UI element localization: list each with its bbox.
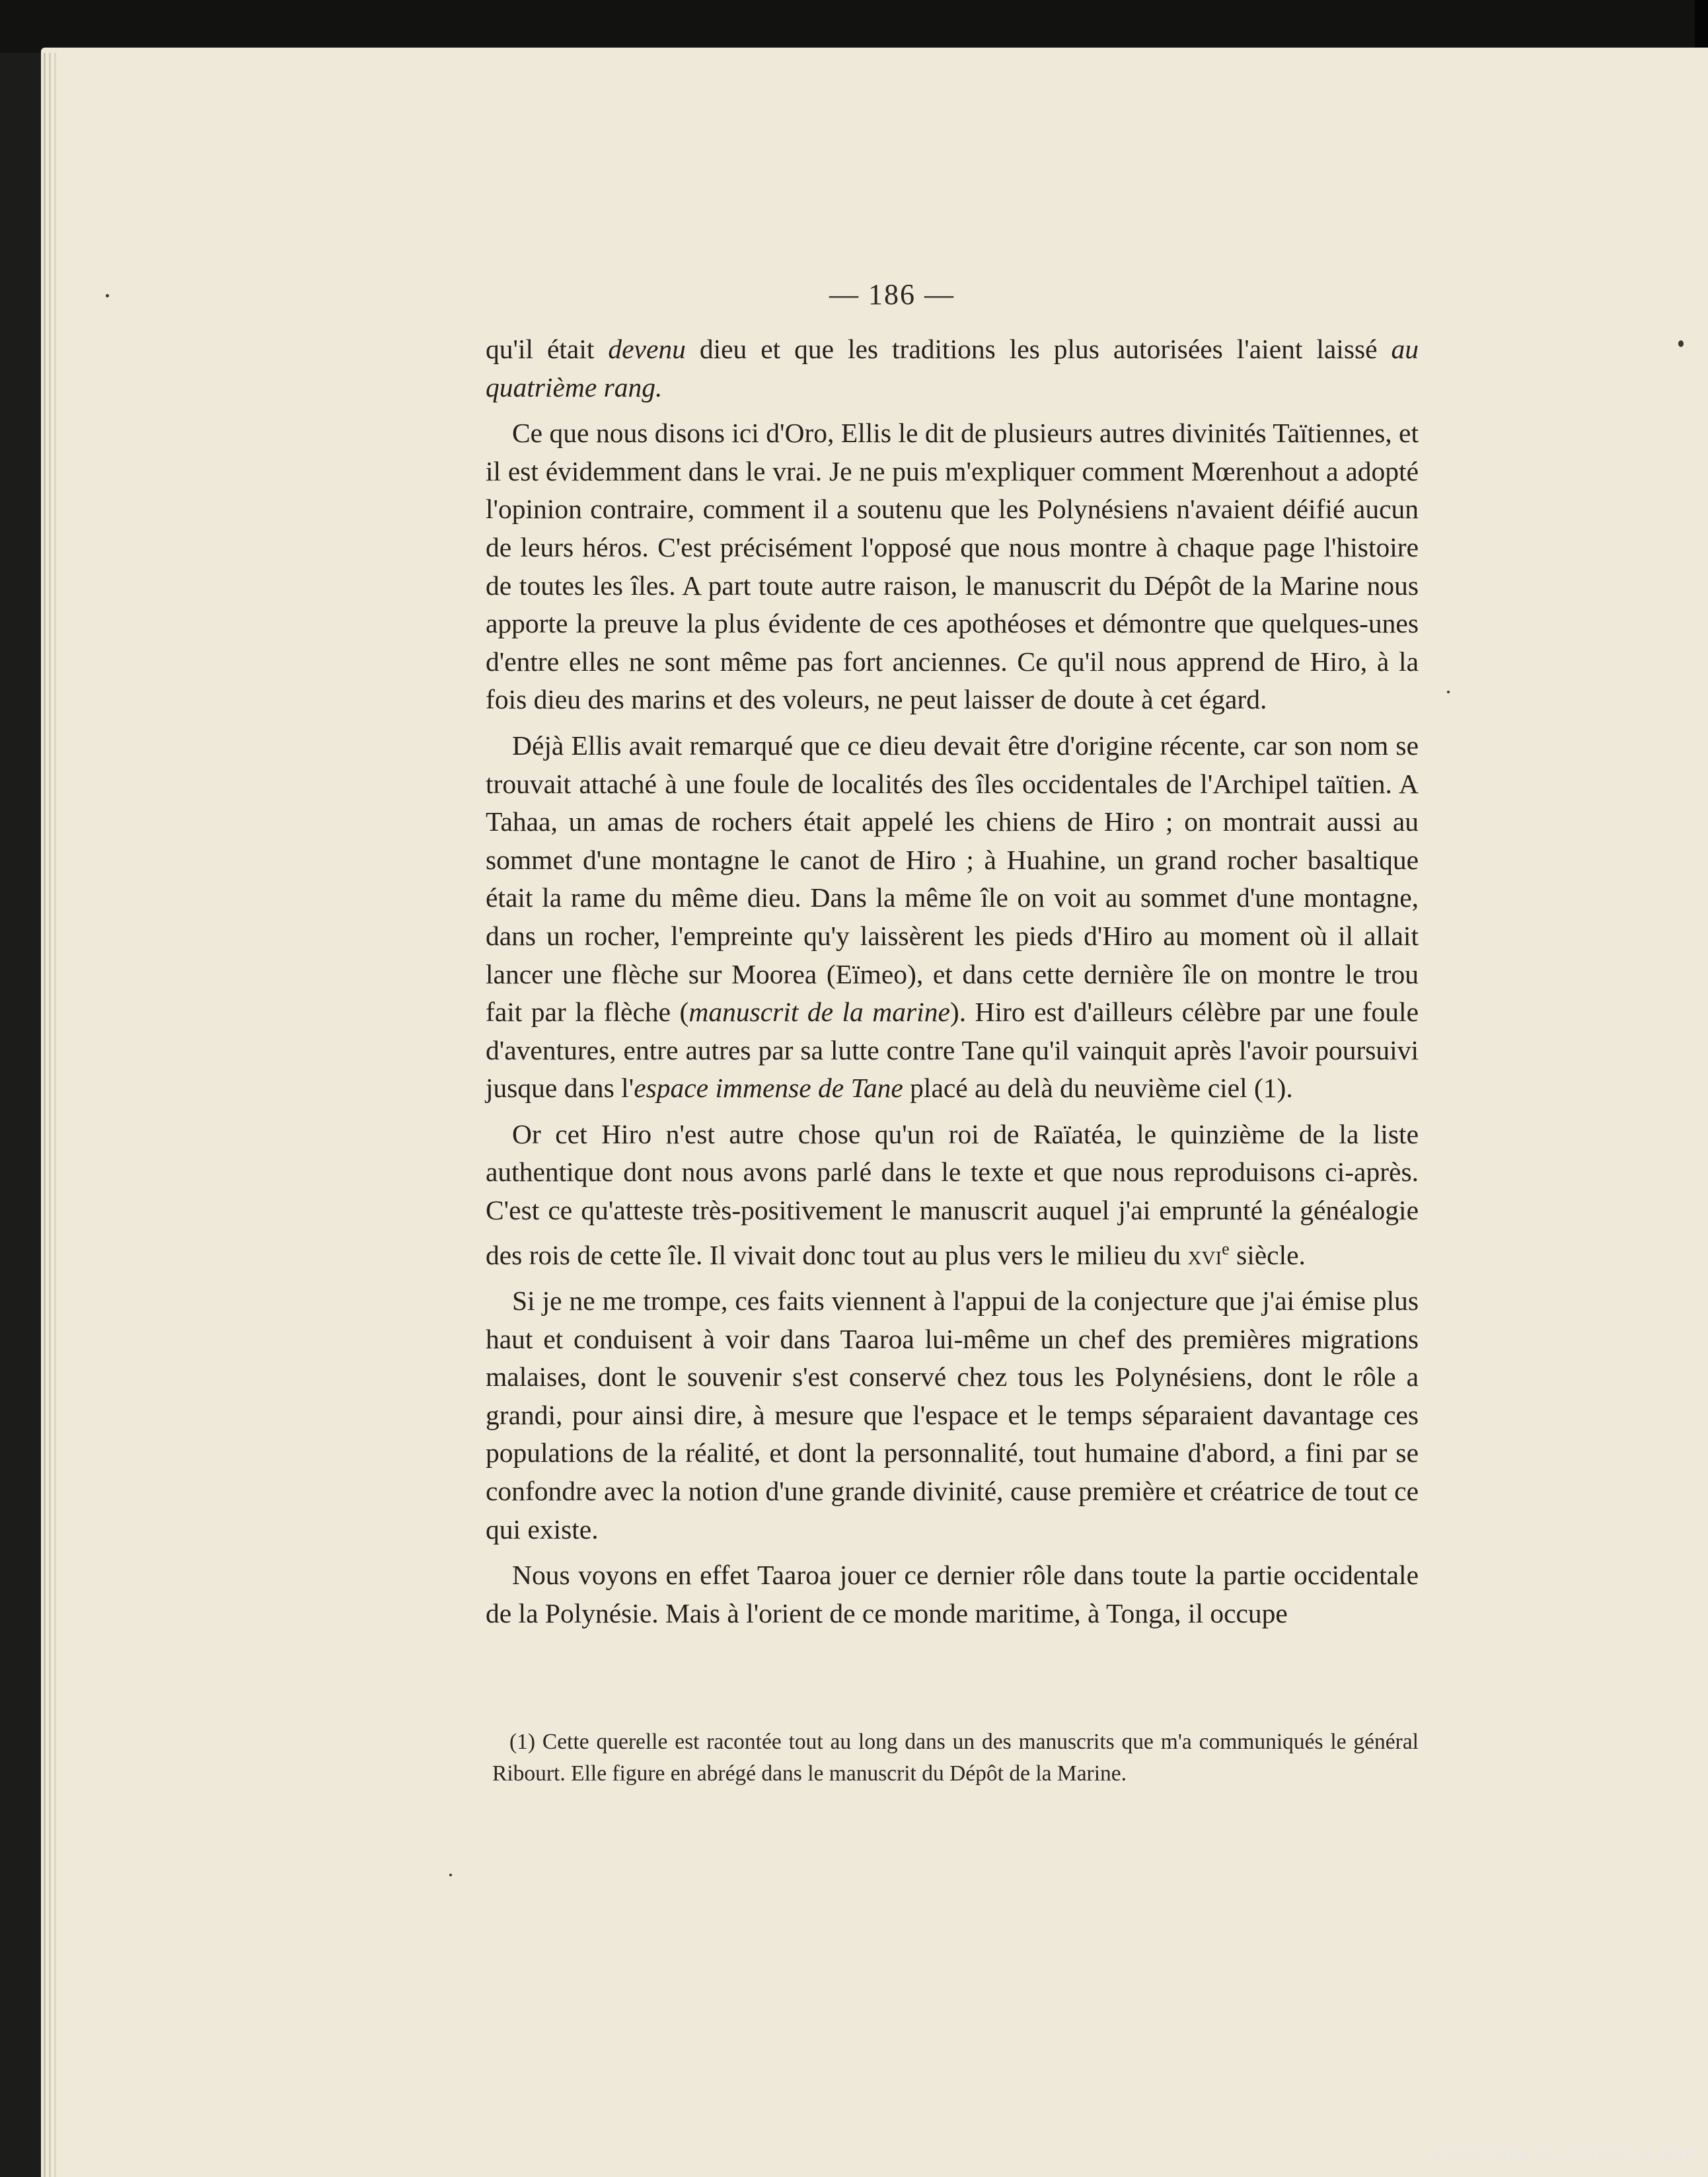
text-run: dieu et que les traditions les plus autorisées l'aient laissé — [685, 334, 1392, 364]
body-text — [486, 330, 1419, 1640]
footnote-text: (1) Cette querelle est racontée tout au long dans un des manuscrits que m'a communiqués le général Ribourt. Elle figure en abrégé dans le manuscrit du Dépôt de la Marine. — [492, 1730, 1419, 1786]
italic-text: devenu — [608, 334, 686, 364]
italic-text: au quatrième rang. — [486, 334, 1419, 402]
text-run: qu'il était — [486, 334, 609, 364]
scan-speck — [1447, 691, 1450, 693]
paragraph — [486, 414, 1419, 719]
text-run: Déjà Ellis avait remarqué que ce dieu devait être d'origine récente, car son nom se trouvait attaché à une foule de localités des îles occidentales de l'Archipel taïtien. A Tahaa, un amas de rochers était appelé les chiens de Hiro ; on montrait aussi au sommet d'une montagne le canot de Hiro ; à Huahine, un grand rocher basaltique était la rame du même dieu. Dans la même île on voit au sommet d'une montagne, dans un rocher, l'empreinte qu'y laissèrent les pieds d'Hiro au moment où il allait lancer une flèche sur Moorea (Eïmeo), et dans cette dernière île on montre le trou fait par la flèche ( — [486, 730, 1419, 1028]
superscript: e — [1222, 1239, 1230, 1258]
page-edge — [54, 53, 56, 2177]
roman-numeral: xvi — [1187, 1239, 1222, 1270]
scan-speck — [449, 1874, 452, 1876]
text-run: Si je ne me trompe, ces faits viennent à l'appui de la conjecture que j'ai émise plus haut et conduisent à voir dans Taaroa lui-même un chef des premières migrations malaises, dont le souvenir s'est conservé chez tous les Polynésiens, dont le rôle a grandi, pour ainsi dire, à mesure que l'espace et le temps séparaient davantage ces populations de la réalité, et dont la personnalité, tout humaine d'abord, a fini par se confondre avec la notion d'une grande divinité, cause première et créatrice de tout ce qui existe. — [486, 1285, 1419, 1545]
text-run: Or cet Hiro n'est autre chose qu'un roi de Raïatéa, le quinzième de la liste authentique dont nous avons parlé dans le texte et que nous reproduisons ci-après. C'est ce qu'atteste très-positivement le manuscrit auquel j'ai emprunté la généalogie des rois de cette île. Il vivait donc tout au plus vers le milieu du — [486, 1118, 1419, 1270]
footnote — [492, 1726, 1419, 1790]
paragraph — [486, 330, 1419, 406]
paragraph — [486, 1282, 1419, 1548]
adjacent-page-edge — [1695, 0, 1708, 53]
text-run: placé au delà du neuvième ciel (1). — [903, 1073, 1293, 1104]
italic-text: espace immense de Tane — [634, 1073, 903, 1104]
italic-text: manuscrit de la marine — [688, 997, 950, 1028]
text-run: ). Hiro est d'ailleurs célèbre par une foule d'aventures, entre autres par sa lutte contre Tane qu'il vainquit après l'avoir poursuivi jusque dans l' — [486, 997, 1419, 1104]
scan-speck — [1678, 340, 1684, 347]
paragraph — [486, 1556, 1419, 1632]
paragraph — [486, 727, 1419, 1108]
credit-watermark: Médiathèque de Rochefort et MAP — [1432, 2145, 1696, 2164]
scan-speck — [106, 294, 109, 297]
page-edge — [49, 53, 51, 2177]
text-run: Nous voyons en effet Taaroa jouer ce dernier rôle dans toute la partie occidentale de la Polynésie. Mais à l'orient de ce monde maritime, à Tonga, il occupe — [486, 1560, 1419, 1628]
text-run: Ce que nous disons ici d'Oro, Ellis le dit de plusieurs autres divinités Taïtiennes, et il est évidemment dans le vrai. Je ne puis m'expliquer comment Mœrenhout a adopté l'opinion contraire, comment il a soutenu que les Polynésiens n'avaient déifié aucun de leurs héros. C'est précisément l'opposé que nous montre à chaque page l'histoire de toutes les îles. A part toute autre raison, le manuscrit du Dépôt de la Marine nous apporte la preuve la plus évidente de ces apothéoses et démontre que quelques-unes d'entre elles ne sont même pas fort anciennes. Ce qu'il nous apprend de Hiro, à la fois dieu des marins et des voleurs, ne peut laisser de doute à cet égard. — [486, 418, 1419, 715]
text-run: siècle. — [1229, 1239, 1306, 1270]
page-edge — [44, 53, 46, 2177]
paragraph — [486, 1116, 1419, 1274]
page-number: — 186 — — [829, 278, 955, 311]
scan-background — [0, 0, 1708, 53]
